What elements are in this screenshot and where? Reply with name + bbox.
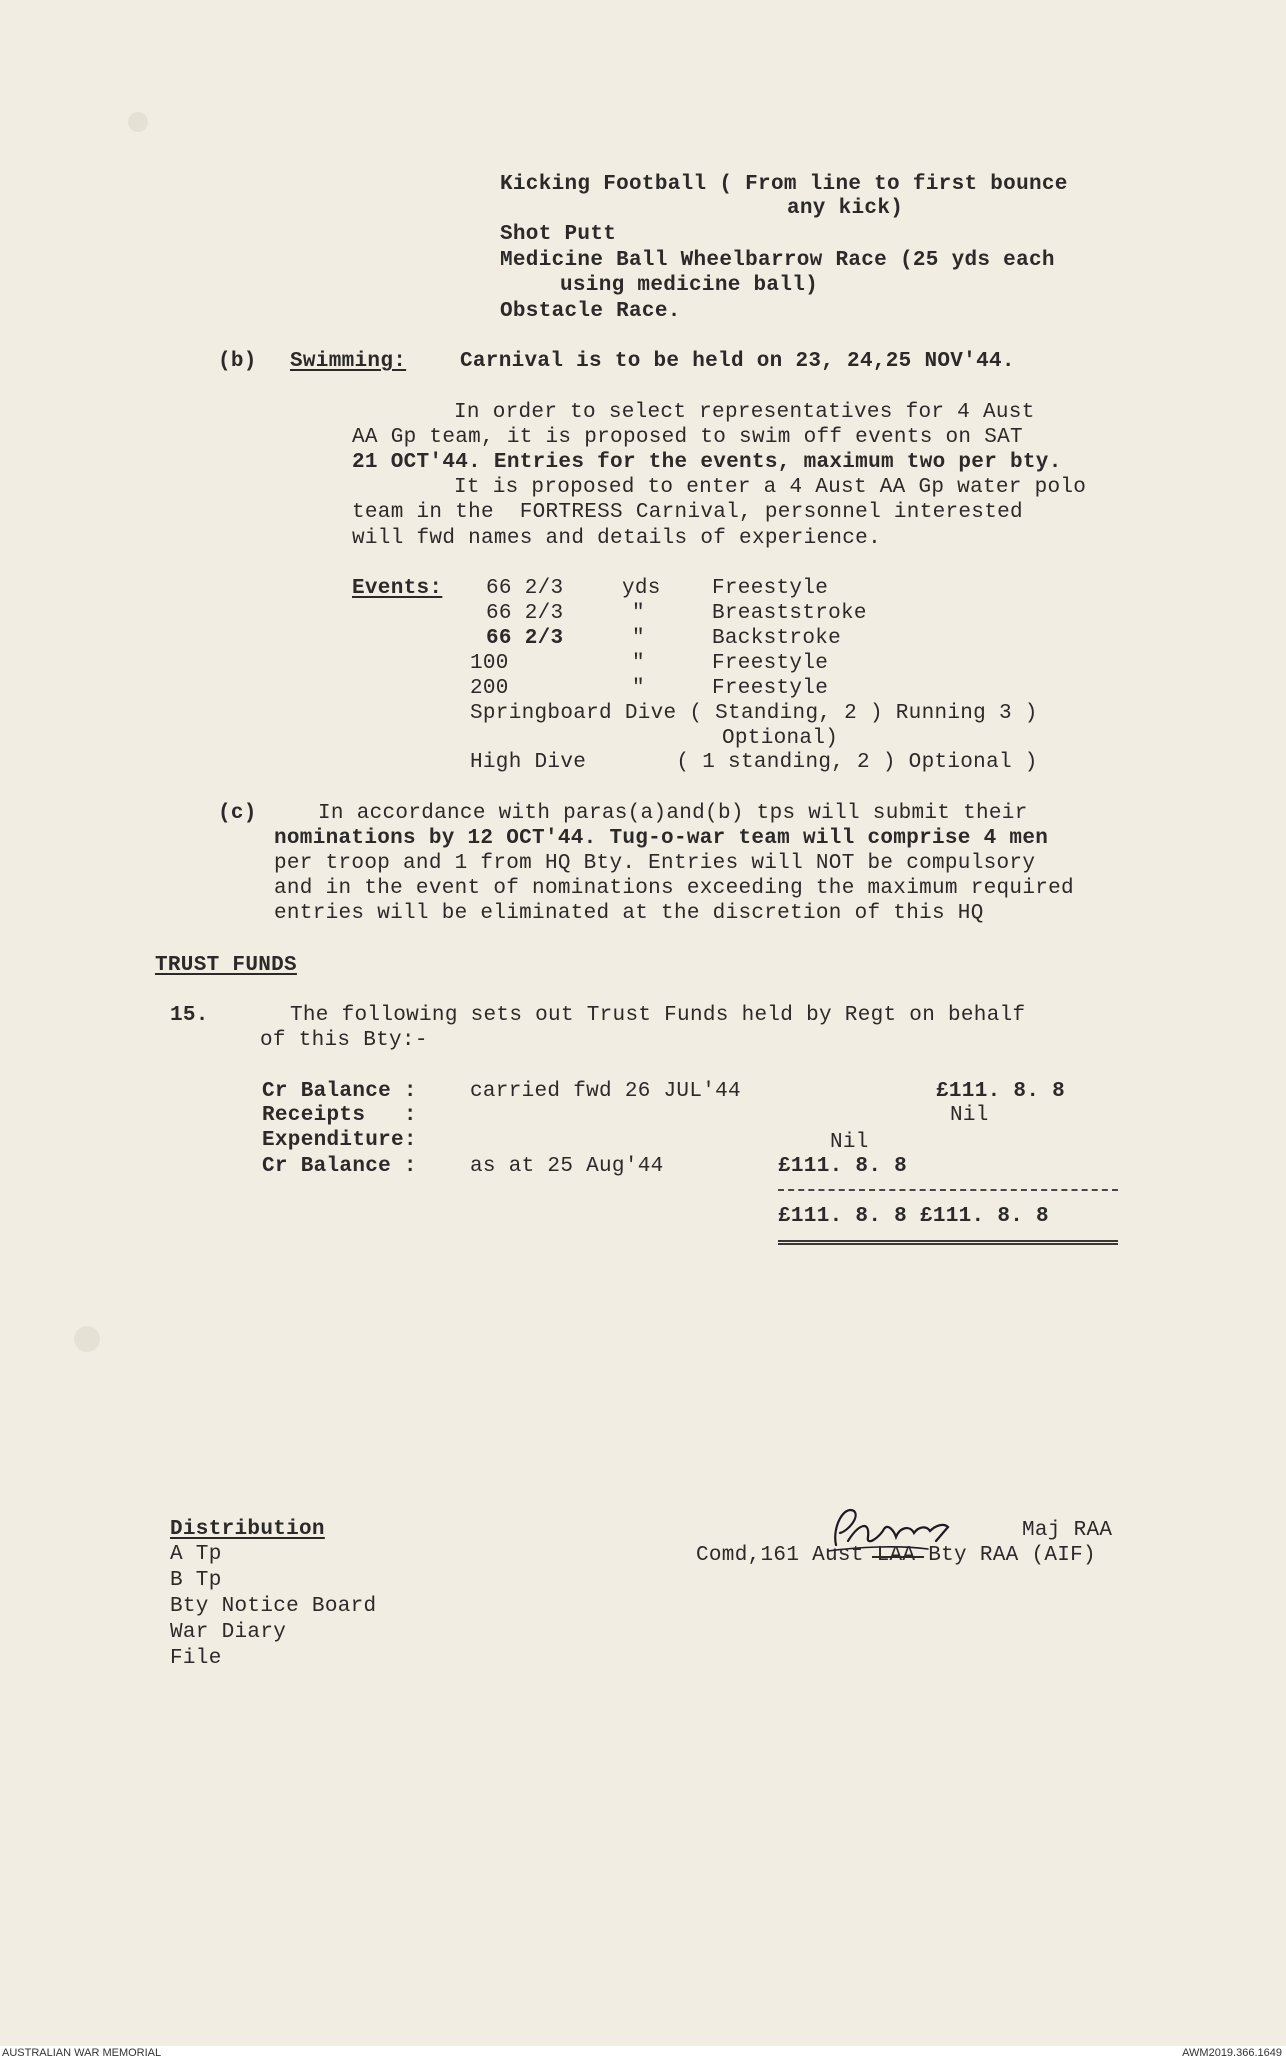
event-springboard-dive: Springboard Dive ( Standing, 2 ) Running 3 ) [470, 702, 1038, 725]
event-unit: " [632, 652, 645, 675]
nominations-line: In accordance with paras(a)and(b) tps will submit their [318, 802, 1028, 825]
trust-row-desc: as at 25 Aug'44 [470, 1155, 664, 1178]
event-unit: " [632, 677, 645, 700]
nominations-line: and in the event of nominations exceeding the maximum required [274, 877, 1074, 900]
distribution-heading: Distribution [170, 1518, 325, 1541]
trust-totals: £111. 8. 8 £111. 8. 8 [778, 1205, 1049, 1228]
footer-reference: AWM2019.366.1649 [1182, 2047, 1282, 2059]
event-distance: 66 2/3 [486, 577, 564, 600]
trust-row-label: Cr Balance : [262, 1080, 417, 1103]
nominations-line: per troop and 1 from HQ Bty. Entries will NOT be compulsory [274, 852, 1036, 875]
nominations-line: entries will be eliminated at the discretion of this HQ [274, 902, 984, 925]
distribution-item: A Tp [170, 1543, 222, 1566]
nominations-line: nominations by 12 OCT'44. Tug-o-war team will comprise 4 men [274, 827, 1049, 850]
strikethrough-aust [872, 1556, 924, 1558]
swimming-paragraph-line: In order to select representatives for 4 Aust [454, 401, 1035, 424]
swimming-heading: Swimming: [290, 350, 407, 373]
trust-row-amount: £111. 8. 8 [936, 1080, 1066, 1103]
event-stroke: Backstroke [712, 627, 842, 650]
paper-mark [74, 1326, 100, 1352]
trust-row-amount: Nil [830, 1131, 869, 1154]
swimming-paragraph-line: 21 OCT'44. Entries for the events, maximum two per bty. [352, 451, 1062, 474]
distribution-item: Bty Notice Board [170, 1595, 377, 1618]
paper-mark [128, 112, 148, 132]
signature-command: Comd,161 Aust LAA Bty RAA (AIF) [696, 1544, 1096, 1567]
section-label-b: (b) [218, 350, 257, 373]
section-label-c: (c) [218, 802, 257, 825]
double-total-rule [778, 1240, 1118, 1245]
event-distance: 66 2/3 [486, 627, 564, 650]
item-medicine-ball: Medicine Ball Wheelbarrow Race (25 yds each [500, 249, 1055, 272]
item-shot-putt: Shot Putt [500, 223, 617, 246]
events-heading: Events: [352, 577, 443, 600]
event-distance: 100 [470, 652, 509, 675]
distribution-item: File [170, 1647, 222, 1670]
trust-paragraph-line: The following sets out Trust Funds held by Regt on behalf [290, 1004, 1026, 1027]
swimming-paragraph-line: team in the FORTRESS Carnival, personnel interested [352, 501, 1023, 524]
event-distance: 66 2/3 [486, 602, 564, 625]
trust-paragraph-line: of this Bty:- [260, 1029, 428, 1052]
trust-paragraph-number: 15. [170, 1004, 209, 1027]
item-kicking-football: Kicking Football ( From line to first bounce [500, 173, 1068, 196]
event-unit: " [632, 627, 645, 650]
distribution-item: B Tp [170, 1569, 222, 1592]
trust-row-desc: carried fwd 26 JUL'44 [470, 1080, 741, 1103]
event-high-dive: High Dive ( 1 standing, 2 ) Optional ) [470, 751, 1038, 774]
trust-row-amount: £111. 8. 8 [778, 1155, 908, 1178]
event-stroke: Freestyle [712, 577, 829, 600]
signature-rank: Maj RAA [1022, 1519, 1113, 1542]
event-unit: yds [622, 577, 661, 600]
trust-row-label: Receipts : [262, 1104, 417, 1127]
event-stroke: Freestyle [712, 677, 829, 700]
event-springboard-dive-cont: Optional) [722, 727, 839, 750]
swimming-paragraph-line: It is proposed to enter a 4 Aust AA Gp water polo [454, 476, 1087, 499]
swimming-carnival-date: Carnival is to be held on 23, 24,25 NOV'44. [460, 350, 1015, 373]
swimming-paragraph-line: will fwd names and details of experience. [352, 527, 881, 550]
total-rule [778, 1189, 1118, 1191]
trust-row-label: Expenditure: [262, 1129, 417, 1152]
event-unit: " [632, 602, 645, 625]
distribution-item: War Diary [170, 1621, 287, 1644]
footer-bar [0, 2046, 1286, 2061]
item-kicking-football-cont: any kick) [787, 197, 904, 220]
item-obstacle-race: Obstacle Race. [500, 300, 681, 323]
trust-row-label: Cr Balance : [262, 1155, 417, 1178]
footer-source: AUSTRALIAN WAR MEMORIAL [2, 2047, 162, 2059]
event-stroke: Freestyle [712, 652, 829, 675]
trust-row-amount: Nil [950, 1104, 989, 1127]
trust-funds-heading: TRUST FUNDS [155, 954, 297, 977]
item-medicine-ball-cont: using medicine ball) [560, 274, 819, 297]
event-stroke: Breaststroke [712, 602, 867, 625]
swimming-paragraph-line: AA Gp team, it is proposed to swim off events on SAT [352, 426, 1023, 449]
event-distance: 200 [470, 677, 509, 700]
